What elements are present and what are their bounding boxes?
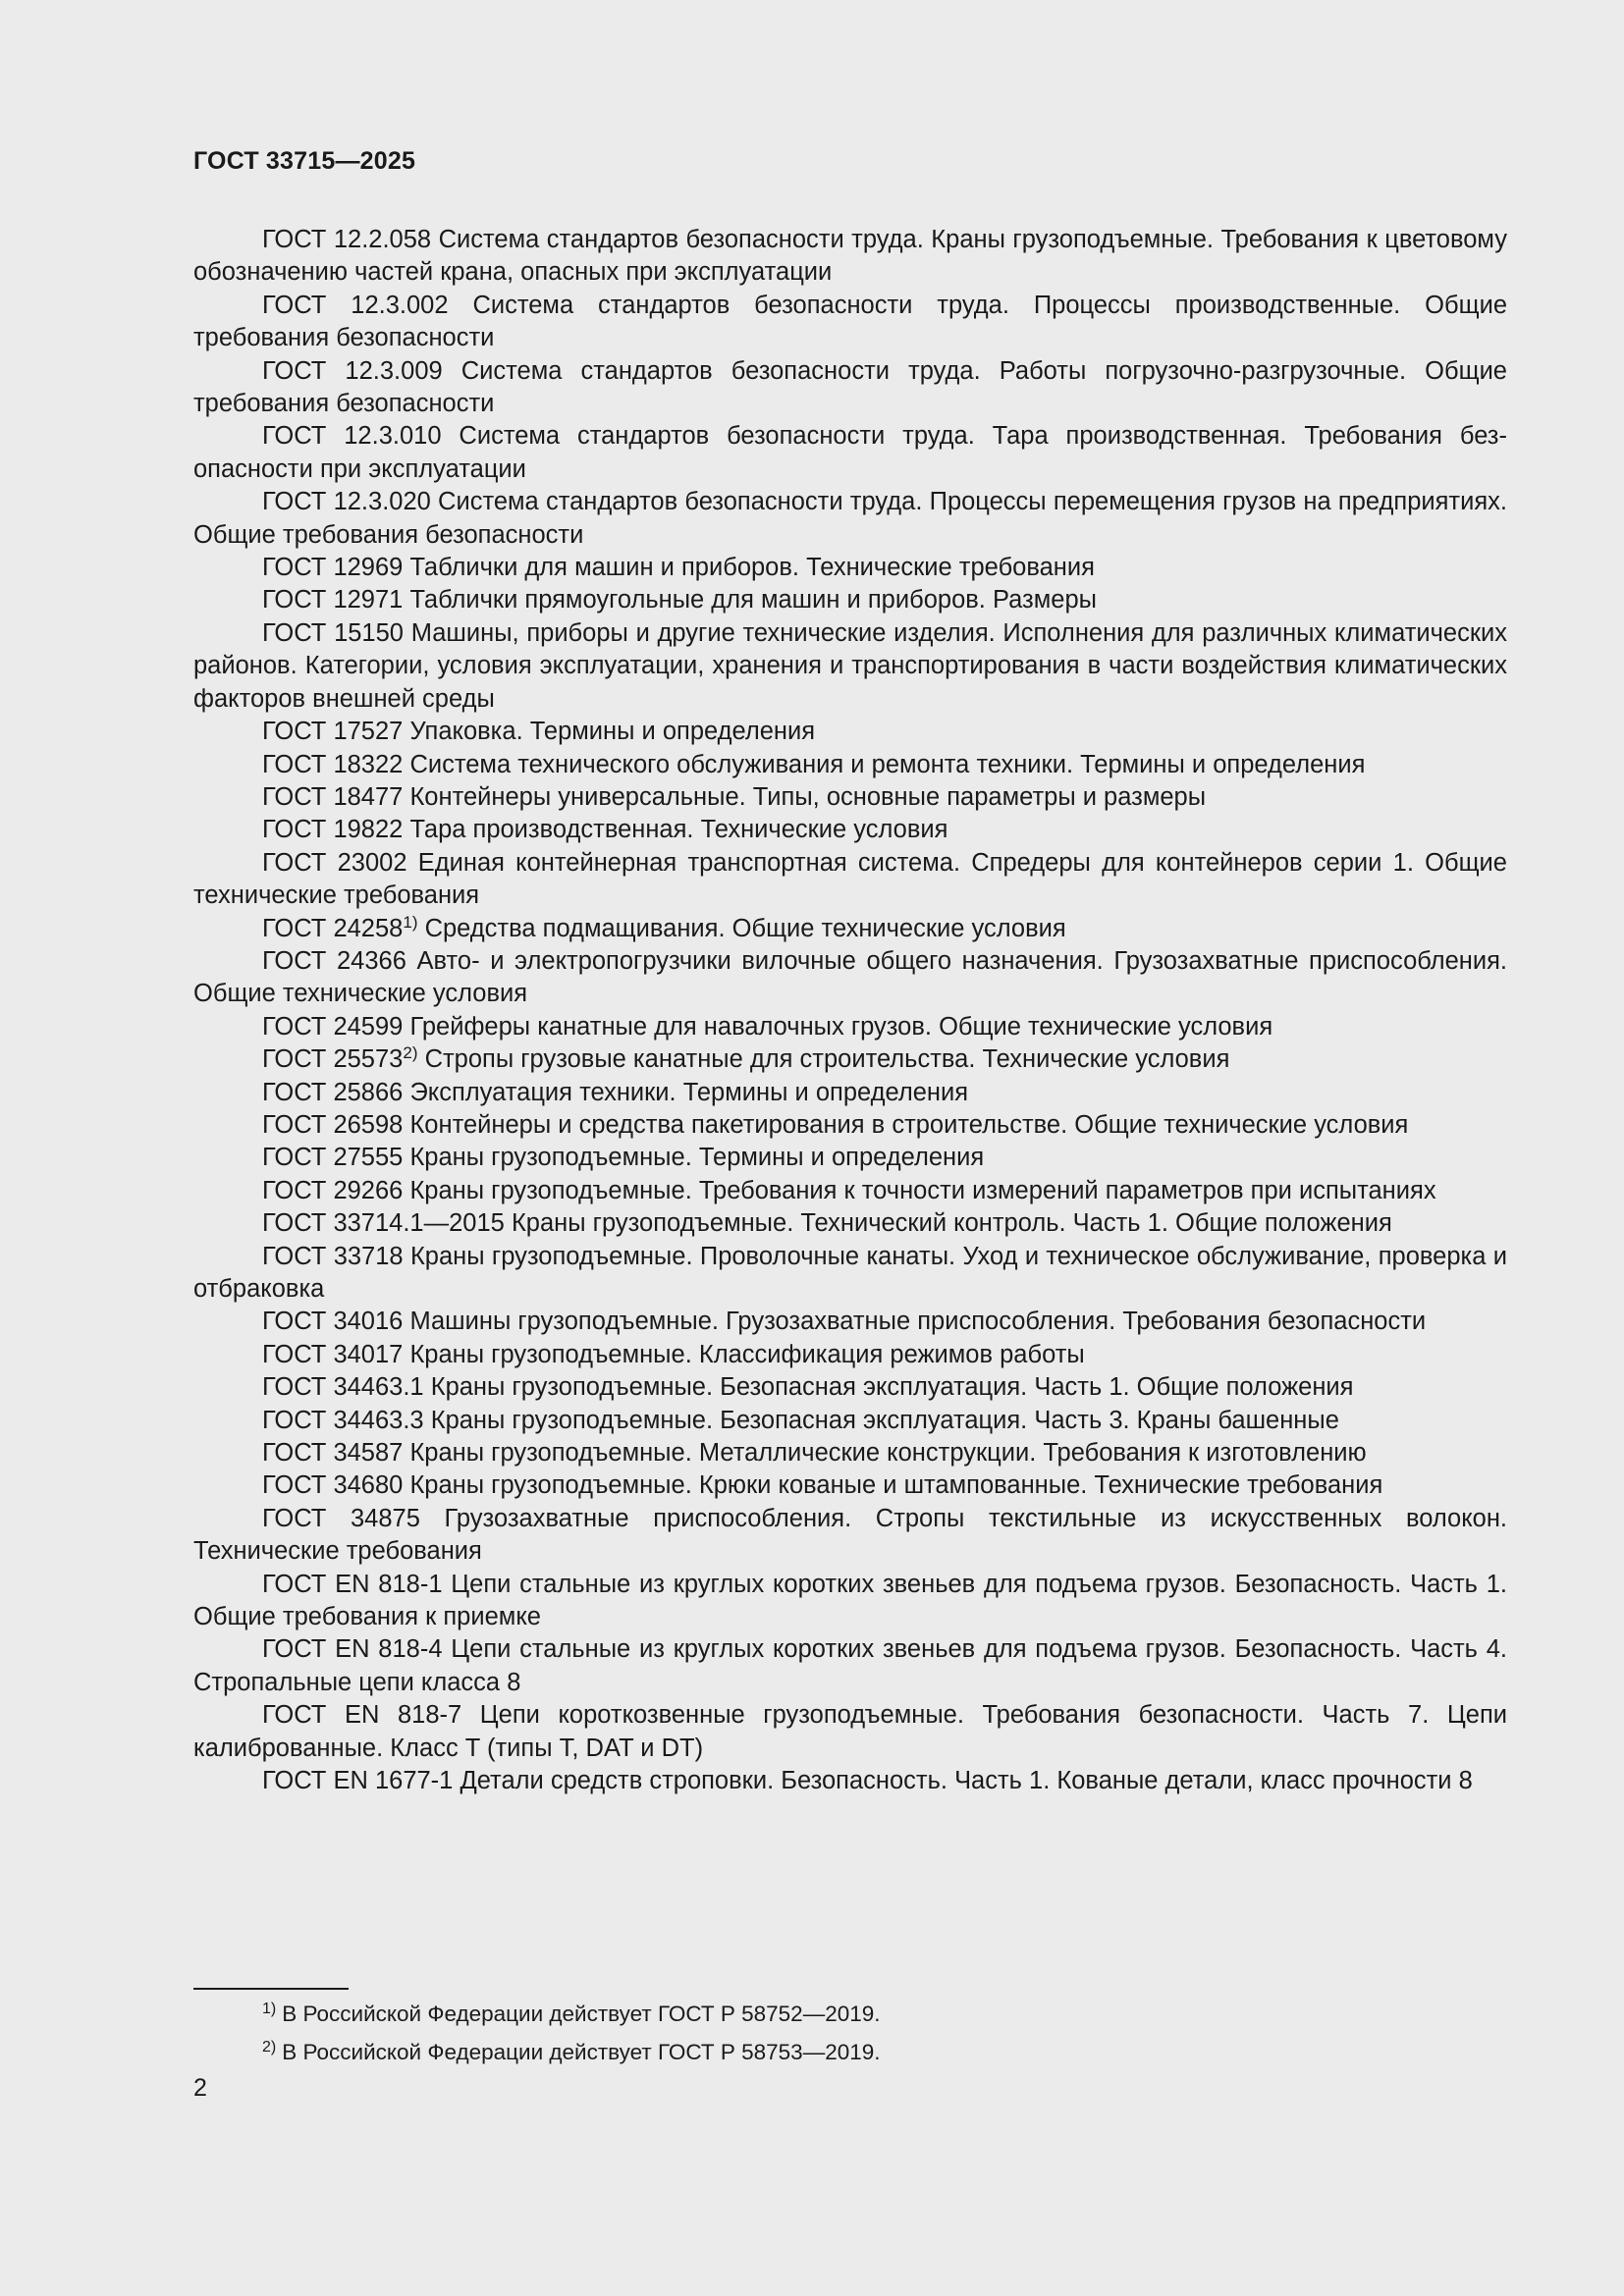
reference-title: Краны грузоподъемные. Классификация режимов работы — [409, 1340, 1085, 1368]
reference-code: ГОСТ EN 818-4 — [262, 1635, 443, 1664]
reference-title: Стропы грузовые канатные для строительства. Технические условия — [424, 1045, 1230, 1074]
footnote-marker: 2) — [403, 1043, 418, 1063]
reference-entry — [193, 814, 1507, 846]
reference-entry — [193, 1142, 1507, 1174]
reference-entry — [193, 945, 1507, 1011]
footnote-marker: 1) — [403, 912, 418, 932]
reference-title: Система стандартов безопасности труда. Тара производственная. Требования безопасности при эксплуатации — [193, 422, 1508, 483]
reference-entry — [193, 716, 1507, 748]
reference-entry — [193, 1175, 1507, 1207]
reference-entry — [193, 1437, 1507, 1469]
reference-title: Краны грузоподъемные. Проволочные канаты. Уход и техническое обслуживание, проверка и отбраковка — [193, 1242, 1507, 1303]
reference-code: ГОСТ 12.3.020 — [262, 488, 431, 516]
reference-code: ГОСТ 12.3.002 — [262, 291, 449, 319]
document-header: ГОСТ 33715—2025 — [193, 147, 416, 175]
reference-entry — [193, 1405, 1507, 1437]
reference-code: ГОСТ 33718 — [262, 1242, 404, 1270]
reference-title: Эксплуатация техники. Термины и определения — [409, 1078, 969, 1106]
reference-entry — [193, 1011, 1507, 1043]
reference-code: ГОСТ 25866 — [262, 1078, 404, 1106]
reference-entry — [193, 1371, 1507, 1404]
reference-code: ГОСТ 15150 — [262, 618, 404, 647]
reference-entry — [193, 1569, 1507, 1634]
reference-code: ГОСТ 26598 — [262, 1110, 404, 1139]
reference-code: ГОСТ 12969 — [262, 554, 404, 582]
reference-code: ГОСТ 12971 — [262, 586, 404, 614]
page-number: 2 — [193, 2074, 207, 2102]
footnotes — [262, 1995, 881, 2071]
reference-entry — [193, 1469, 1507, 1502]
reference-entry — [193, 781, 1507, 814]
reference-entry — [193, 617, 1507, 716]
reference-code: ГОСТ 25573 — [262, 1045, 404, 1074]
reference-title: Система стандартов безопасности труда. Работы погрузочно-разгрузочные. Общие требования безопасности — [193, 356, 1507, 418]
reference-code: ГОСТ 23002 — [262, 848, 407, 877]
reference-code: ГОСТ 18477 — [262, 782, 404, 811]
reference-entry — [193, 584, 1507, 616]
footnote-item — [262, 2033, 881, 2071]
reference-title: Машины грузоподъемные. Грузозахватные приспособления. Требования безопасности — [409, 1308, 1427, 1336]
footnote-item — [262, 1995, 881, 2033]
reference-code: ГОСТ 24366 — [262, 946, 406, 975]
reference-entry — [193, 1043, 1507, 1076]
reference-entry — [193, 913, 1507, 945]
reference-title: Контейнеры универсальные. Типы, основные параметры и размеры — [409, 782, 1207, 811]
reference-code: ГОСТ 34680 — [262, 1471, 404, 1500]
reference-title: Система стандартов безопасности труда. Процессы перемещения грузов на предприятиях. Общие требования безопасности — [193, 488, 1507, 549]
reference-title: Краны грузоподъемные. Безопасная эксплуатация. Часть 3. Краны башенные — [430, 1406, 1339, 1434]
reference-title: Краны грузоподъемные. Термины и определения — [409, 1144, 985, 1172]
reference-code: ГОСТ 34463.3 — [262, 1406, 424, 1434]
reference-title: Упаковка. Термины и определения — [409, 718, 816, 746]
reference-title: Система стандартов безопасности труда. Краны грузоподъемные. Требования к цветовому обозначению частей крана, опасных при эксплуатации — [193, 226, 1508, 287]
reference-code: ГОСТ 18322 — [262, 750, 404, 778]
footnote-mark: 1) — [262, 2001, 277, 2017]
reference-code: ГОСТ 12.2.058 — [262, 226, 432, 253]
reference-code: ГОСТ 33714.1—2015 — [262, 1209, 505, 1238]
reference-title: Средства подмащивания. Общие технические условия — [424, 914, 1066, 942]
reference-entry — [193, 1765, 1507, 1797]
reference-title: Таблички прямоугольные для машин и приборов. Размеры — [409, 586, 1097, 614]
reference-title: Система технического обслуживания и ремонта техники. Термины и определения — [409, 750, 1366, 778]
reference-code: ГОСТ EN 818-7 — [262, 1701, 462, 1730]
reference-entry — [193, 1109, 1507, 1142]
reference-title: Тара производственная. Технические условия — [409, 816, 948, 844]
reference-title: Краны грузоподъемные. Требования к точности измерений параметров при испытаниях — [409, 1176, 1436, 1204]
reference-entry — [193, 1207, 1507, 1240]
reference-code: ГОСТ 34875 — [262, 1504, 420, 1532]
reference-entry — [193, 1241, 1507, 1307]
reference-entry — [193, 847, 1507, 913]
reference-code: ГОСТ 27555 — [262, 1144, 404, 1172]
reference-entry — [193, 355, 1507, 421]
reference-title: Краны грузоподъемные. Безопасная эксплуатация. Часть 1. Общие положения — [430, 1373, 1354, 1402]
reference-title: Система стандартов безопасности труда. Процессы производственные. Общие требования безопасности — [193, 291, 1507, 352]
reference-entry — [193, 1339, 1507, 1371]
reference-code: ГОСТ 24599 — [262, 1012, 404, 1041]
reference-entry — [193, 1633, 1507, 1699]
reference-entry — [193, 224, 1507, 290]
reference-code: ГОСТ 34017 — [262, 1340, 404, 1368]
reference-entry — [193, 290, 1507, 355]
reference-code: ГОСТ 34463.1 — [262, 1373, 424, 1402]
footnote-mark: 2) — [262, 2039, 277, 2056]
reference-entry — [193, 552, 1507, 584]
normative-references-list — [193, 224, 1507, 1798]
reference-code: ГОСТ 29266 — [262, 1176, 404, 1204]
reference-title: Машины, приборы и другие технические изделия. Исполнения для различных климатических районов. Категории, условия эксплуатации, хранения и транспортирования в части воздействия климатических факторов внешней среды — [193, 618, 1507, 713]
reference-entry — [193, 749, 1507, 781]
footnote-text: В Российской Федерации действует ГОСТ Р 58753—2019. — [282, 2040, 881, 2064]
reference-title: Цепи стальные из круглых коротких звеньев для подъема грузов. Безопасность. Часть 1. Общие требования к приемке — [193, 1570, 1507, 1631]
reference-code: ГОСТ 24258 — [262, 914, 404, 942]
reference-title: Краны грузоподъемные. Металлические конструкции. Требования к изготовлению — [409, 1439, 1367, 1468]
reference-title: Грейферы канатные для навалочных грузов. Общие технические условия — [409, 1012, 1273, 1041]
reference-title: Цепи короткозвенные грузоподъемные. Требования безопасности. Часть 7. Цепи калиброванные. Класс T (типы T, DAT и DT) — [193, 1701, 1507, 1762]
reference-code: ГОСТ 19822 — [262, 816, 404, 844]
reference-title: Детали средств строповки. Безопасность. Часть 1. Кованые детали, класс прочности 8 — [460, 1767, 1473, 1795]
reference-entry — [193, 420, 1507, 486]
reference-title: Единая контейнерная транспортная система. Спредеры для контейнеров серии 1. Общие технические требования — [193, 848, 1507, 910]
reference-code: ГОСТ EN 1677-1 — [262, 1767, 454, 1795]
reference-entry — [193, 1503, 1507, 1569]
reference-code: ГОСТ 34587 — [262, 1439, 404, 1468]
reference-title: Краны грузоподъемные. Технический контроль. Часть 1. Общие положения — [511, 1209, 1392, 1238]
reference-code: ГОСТ 12.3.010 — [262, 422, 442, 451]
reference-entry — [193, 1077, 1507, 1109]
reference-title: Краны грузоподъемные. Крюки кованые и штампованные. Технические требования — [409, 1471, 1383, 1500]
reference-title: Цепи стальные из круглых коротких звеньев для подъема грузов. Безопасность. Часть 4. Стропальные цепи класса 8 — [193, 1635, 1507, 1696]
reference-code: ГОСТ 34016 — [262, 1308, 404, 1336]
reference-code: ГОСТ 12.3.009 — [262, 356, 443, 385]
reference-entry — [193, 486, 1507, 552]
reference-title: Авто- и электропогрузчики вилочные общего назначения. Грузозахватные приспособления. Общие технические условия — [193, 946, 1507, 1008]
reference-code: ГОСТ EN 818-1 — [262, 1570, 443, 1598]
reference-title: Таблички для машин и приборов. Технические требования — [409, 554, 1095, 582]
reference-title: Контейнеры и средства пакетирования в строительстве. Общие технические условия — [409, 1110, 1409, 1139]
reference-entry — [193, 1306, 1507, 1338]
footnote-text: В Российской Федерации действует ГОСТ Р 58752—2019. — [282, 2002, 881, 2026]
footnote-separator — [193, 1988, 349, 1990]
reference-entry — [193, 1699, 1507, 1765]
reference-title: Грузозахватные приспособления. Стропы текстильные из искусственных волокон. Технические требования — [193, 1504, 1507, 1566]
reference-code: ГОСТ 17527 — [262, 718, 404, 746]
